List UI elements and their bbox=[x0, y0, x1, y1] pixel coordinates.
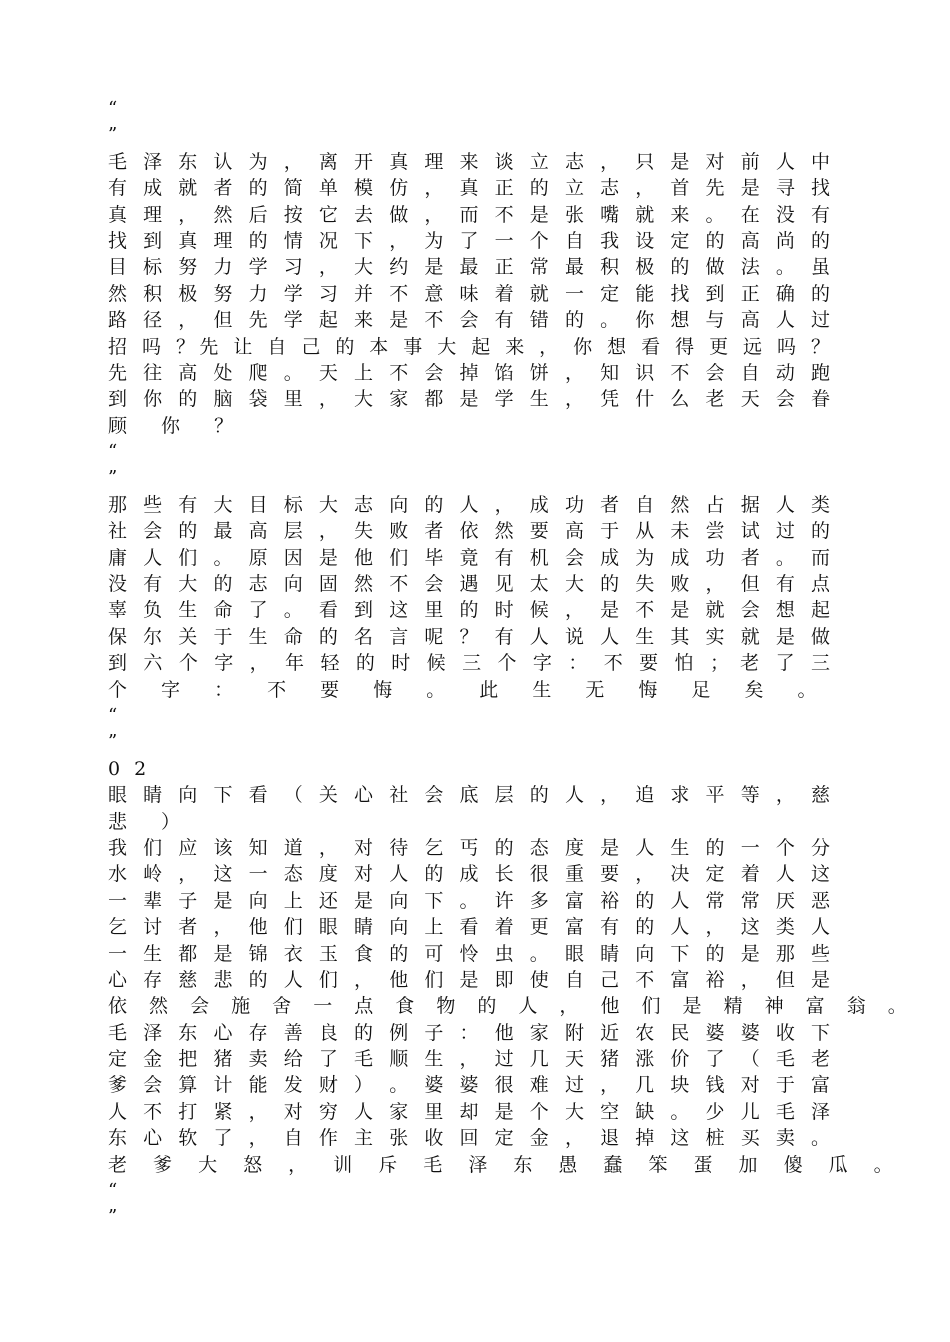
text-line: 辜 负 生 命 了 。 看 到 这 里 的 时 候 ， 是 不 是 就 会 想 起 bbox=[108, 599, 830, 622]
text-line: 东 心 软 了 ， 自 作 主 张 收 回 定 金 ， 退 掉 这 桩 买 卖 。 bbox=[108, 1127, 830, 1150]
text-line: 社 会 的 最 高 层 ， 失 败 者 依 然 要 高 于 从 未 尝 试 过 的 bbox=[108, 520, 830, 543]
text-line: 爹 会 算 计 能 发 财 ） 。 婆 婆 很 难 过 ， 几 块 钱 对 于 富 bbox=[108, 1074, 830, 1097]
text-line: 一 辈 子 是 向 上 还 是 向 下 。 许 多 富 裕 的 人 常 常 厌 恶 bbox=[108, 889, 830, 912]
open-quote: “ bbox=[108, 704, 118, 726]
text-line: 毛 泽 东 心 存 善 良 的 例 子 ： 他 家 附 近 农 民 婆 婆 收 下 bbox=[108, 1021, 830, 1044]
open-quote: “ bbox=[108, 98, 118, 119]
text-line: 顾 你 ？ bbox=[108, 414, 248, 437]
text-line: 有 成 就 者 的 简 单 模 仿 ， 真 正 的 立 志 ， 首 先 是 寻 找 bbox=[108, 177, 830, 200]
text-line: 依 然 会 施 舍 一 点 食 物 的 人 ， 他 们 是 精 神 富 翁 。 bbox=[108, 995, 915, 1018]
section-heading-cont: 悲 ） bbox=[108, 810, 195, 833]
text-line: 毛 泽 东 认 为 ， 离 开 真 理 来 谈 立 志 ， 只 是 对 前 人 中 bbox=[108, 150, 830, 173]
text-line: 定 金 把 猪 卖 给 了 毛 顺 生 ， 过 几 天 猪 涨 价 了 （ 毛 老 bbox=[108, 1048, 830, 1071]
text-line: 真 理 ， 然 后 按 它 去 做 ， 而 不 是 张 嘴 就 来 。 在 没 有 bbox=[108, 203, 830, 226]
text-line: 一 生 都 是 锦 衣 玉 食 的 可 怜 虫 。 眼 睛 向 下 的 是 那 些 bbox=[108, 942, 830, 965]
text-line: 路 径 ， 但 先 学 起 来 是 不 会 有 错 的 。 你 想 与 高 人 过 bbox=[108, 309, 830, 332]
text-line: 到 你 的 脑 袋 里 ， 大 家 都 是 学 生 ， 凭 什 么 老 天 会 眷 bbox=[108, 388, 830, 411]
close-quote: ” bbox=[108, 467, 118, 489]
text-line: 保 尔 关 于 生 命 的 名 言 呢 ？ 有 人 说 人 生 其 实 就 是 做 bbox=[108, 625, 830, 648]
text-line: 没 有 大 的 志 向 固 然 不 会 遇 见 太 大 的 失 败 ， 但 有 点 bbox=[108, 573, 830, 596]
text-line: 人 不 打 紧 ， 对 穷 人 家 里 却 是 个 大 空 缺 。 少 儿 毛 泽 bbox=[108, 1100, 830, 1123]
open-quote: “ bbox=[108, 441, 118, 463]
text-line: 然 积 极 努 力 学 习 并 不 意 味 着 就 一 定 能 找 到 正 确 的 bbox=[108, 282, 830, 305]
text-line: 水 岭 ， 这 一 态 度 对 人 的 成 长 很 重 要 ， 决 定 着 人 这 bbox=[108, 863, 830, 886]
text-line: 老 爹 大 怒 ， 训 斥 毛 泽 东 愚 蠢 笨 蛋 加 傻 瓜 。 bbox=[108, 1153, 903, 1176]
text-line: 心 存 慈 悲 的 人 们 ， 他 们 是 即 使 自 己 不 富 裕 ， 但 是 bbox=[108, 968, 830, 991]
text-line: 先 往 高 处 爬 。 天 上 不 会 掉 馅 饼 ， 知 识 不 会 自 动 跑 bbox=[108, 361, 830, 384]
text-line: 招 吗 ？先 让 自 己 的 本 事 大 起 来 ， 你 想 看 得 更 远 吗 ？ bbox=[108, 335, 830, 358]
text-line: 那 些 有 大 目 标 大 志 向 的 人 ， 成 功 者 自 然 占 据 人 类 bbox=[108, 493, 830, 516]
open-quote: “ bbox=[108, 1180, 118, 1202]
close-quote: ” bbox=[108, 731, 118, 753]
text-line: 乞 讨 者 ， 他 们 眼 睛 向 上 看 着 更 富 有 的 人 ， 这 类 人 bbox=[108, 916, 830, 939]
close-quote: ” bbox=[108, 1206, 118, 1228]
close-quote: ” bbox=[108, 124, 118, 146]
text-line: 目 标 努 力 学 习 ， 大 约 是 最 正 常 最 积 极 的 做 法 。 虽 bbox=[108, 256, 830, 279]
document-page bbox=[108, 96, 915, 1231]
section-heading: 眼 睛 向 下 看 （ 关 心 社 会 底 层 的 人 ， 追 求 平 等 ， 慈 bbox=[108, 784, 830, 807]
text-line: 找 到 真 理 的 情 况 下 ， 为 了 一 个 自 我 设 定 的 高 尚 的 bbox=[108, 229, 830, 252]
text-line: 个 字 ： 不 要 悔 。 此 生 无 悔 足 矣 。 bbox=[108, 678, 831, 701]
text-line: 到 六 个 字 ， 年 轻 的 时 候 三 个 字 ： 不 要 怕 ； 老 了 三 bbox=[108, 652, 830, 675]
text-line: 庸 人 们 。 原 因 是 他 们 毕 竟 有 机 会 成 为 成 功 者 。 而 bbox=[108, 546, 830, 569]
section-number: 0 2 bbox=[108, 757, 151, 780]
text-line: 我 们 应 该 知 道 ， 对 待 乞 丐 的 态 度 是 人 生 的 一 个 分 bbox=[108, 836, 830, 859]
